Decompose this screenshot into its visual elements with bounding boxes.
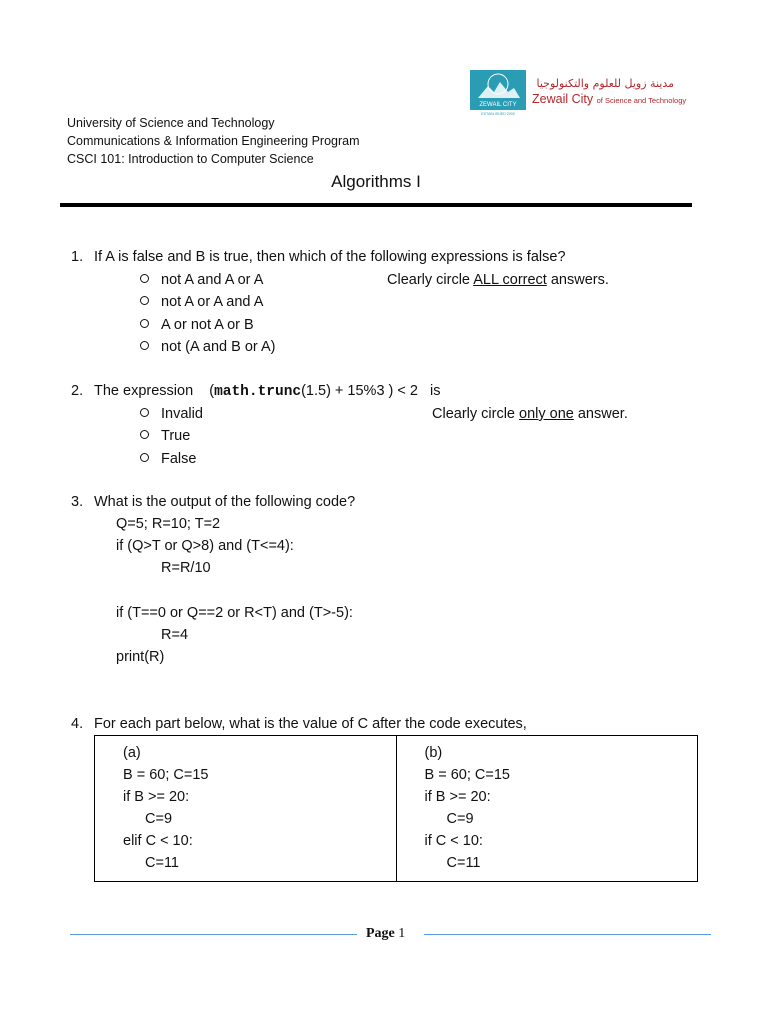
course-name: CSCI 101: Introduction to Computer Science <box>67 152 314 166</box>
q1-option-2[interactable]: not A or A and A <box>140 294 263 310</box>
circle-bullet-icon <box>140 430 149 439</box>
code-line: if B >= 20: <box>123 789 190 805</box>
footer-divider-left <box>70 934 357 935</box>
code-expression: math.trunc <box>214 384 302 400</box>
zewail-city-logo-icon <box>470 70 526 116</box>
part-label: (a) <box>123 745 141 761</box>
part-label: (b) <box>424 745 443 761</box>
q2-option-2[interactable]: True <box>140 428 190 444</box>
logo-english-sub: of Science and Technology <box>596 96 687 105</box>
circle-bullet-icon <box>140 319 149 328</box>
program-name: Communications & Information Engineering Program <box>67 134 360 148</box>
question-text: The expression (math.trunc(1.5) + 15%3 ) < 2 is <box>94 383 441 400</box>
code-line: if (Q>T or Q>8) and (T<=4): <box>116 538 294 554</box>
code-line: C=11 <box>446 855 481 871</box>
circle-bullet-icon <box>140 296 149 305</box>
question-text: If A is false and B is true, then which of the following expressions is false? <box>94 249 566 265</box>
code-line: C=9 <box>446 811 474 827</box>
code-line: B = 60; C=15 <box>123 767 209 783</box>
logo-english <box>532 92 686 106</box>
code-line: R=R/10 <box>161 560 211 576</box>
logo-english-main: Zewail City <box>532 92 594 106</box>
page-title: Algorithms I <box>331 172 421 191</box>
code-line: R=4 <box>161 627 189 643</box>
q2-option-3[interactable]: False <box>140 451 196 467</box>
code-line: C=9 <box>145 811 173 827</box>
university-name: University of Science and Technology <box>67 116 275 130</box>
part-a-cell <box>95 736 397 882</box>
circle-bullet-icon <box>140 453 149 462</box>
part-b-cell <box>396 736 698 882</box>
question-1 <box>0 249 768 269</box>
code-line: C=11 <box>145 855 179 871</box>
logo-arabic: مدينة زويل للعلوم والتكنولوجيا <box>536 77 674 90</box>
code-line: if B >= 20: <box>424 789 491 805</box>
circle-bullet-icon <box>140 341 149 350</box>
code-line: if C < 10: <box>424 833 483 849</box>
circle-bullet-icon <box>140 408 149 417</box>
logo-emblem-text: ZEWAIL CITY <box>479 102 517 108</box>
footer-divider-right <box>424 934 711 935</box>
question-number: 3. <box>71 494 84 510</box>
question-number: 4. <box>71 716 84 732</box>
code-line: print(R) <box>116 649 165 665</box>
logo-text <box>532 77 686 106</box>
logo-emblem-sub: ESTABLISHED 2000 <box>481 112 515 116</box>
page-number: Page 1 <box>366 926 406 941</box>
question-text: What is the output of the following code? <box>94 494 356 510</box>
question-4 <box>0 716 768 736</box>
q1-option-3[interactable]: A or not A or B <box>140 317 254 333</box>
circle-bullet-icon <box>140 274 149 283</box>
question-3 <box>0 494 768 514</box>
code-line: Q=5; R=10; T=2 <box>116 516 221 532</box>
question-2 <box>0 383 768 403</box>
code-parts-table <box>94 735 698 882</box>
code-line: B = 60; C=15 <box>424 767 510 783</box>
q1-option-1[interactable]: not A and A or A <box>140 272 263 288</box>
question-number: 1. <box>71 249 84 265</box>
code-line: if (T==0 or Q==2 or R<T) and (T>-5): <box>116 605 353 621</box>
question-text: For each part below, what is the value of C after the code executes, <box>94 716 527 732</box>
title-divider <box>60 203 692 207</box>
q1-option-4[interactable]: not (A and B or A) <box>140 339 275 355</box>
document-header <box>67 114 360 168</box>
q2-option-1[interactable]: Invalid <box>140 406 203 422</box>
code-line: elif C < 10: <box>123 833 193 849</box>
q1-instruction: Clearly circle ALL correct answers. <box>387 272 609 288</box>
q2-instruction: Clearly circle only one answer. <box>432 406 628 422</box>
question-number: 2. <box>71 383 84 399</box>
